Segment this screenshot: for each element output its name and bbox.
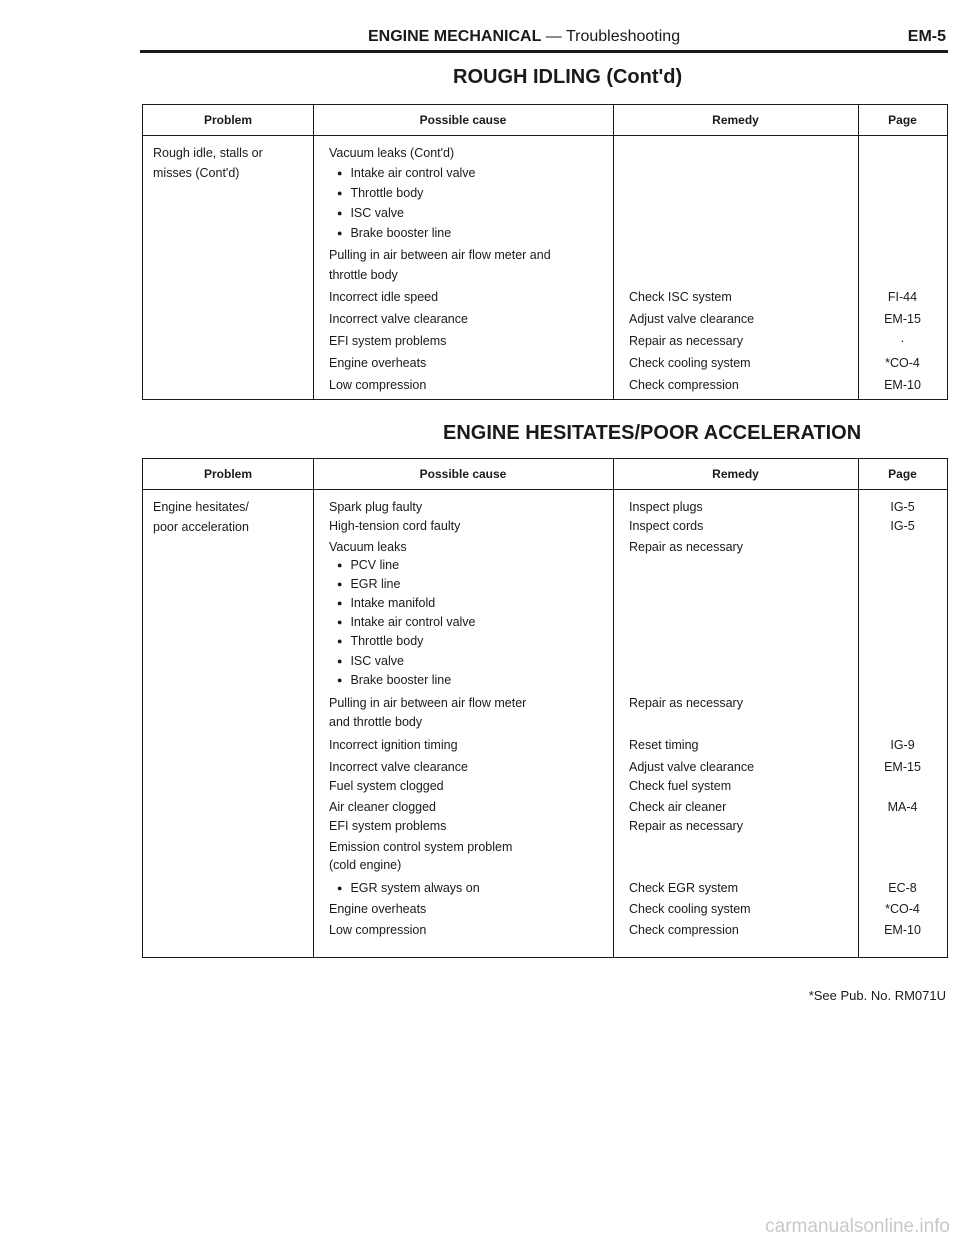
cause-bullet-item: ● ISC valve <box>337 203 404 224</box>
column-header: Possible cause <box>419 113 507 127</box>
remedy-text: Repair as necessary <box>629 819 743 834</box>
remedy-text: Inspect plugs <box>629 500 703 514</box>
cause-item: Air cleaner clogged <box>329 800 437 814</box>
cause-bullet-item: ● Intake air control valve <box>337 612 476 633</box>
table-hesitates <box>142 458 948 958</box>
column-divider <box>613 105 614 399</box>
header-rule <box>140 50 948 53</box>
remedy-text: Repair as necessary <box>629 696 743 710</box>
page-reference: EC-8 <box>888 880 917 895</box>
column-header: Page <box>888 467 917 481</box>
problem-text: misses (Cont'd) <box>153 166 240 180</box>
remedy-text: Adjust valve clearance <box>629 759 755 774</box>
cause-item: EFI system problems <box>329 334 447 348</box>
cause-bullet-item: ● ISC valve <box>337 651 404 672</box>
header-subsection: Troubleshooting <box>565 28 681 45</box>
cause-bullet-item: ● Throttle body <box>337 183 423 204</box>
cause-bullet-item: ● Throttle body <box>337 631 423 652</box>
cause-item: Pulling in air between air flow meter and <box>329 248 551 262</box>
column-divider <box>313 459 314 957</box>
column-header: Remedy <box>712 467 759 481</box>
cause-bullet-item: ● EGR line <box>337 574 400 595</box>
header-section: ENGINE MECHANICAL <box>368 28 542 45</box>
page-number: EM-5 <box>907 28 946 45</box>
page-reference: IG-5 <box>890 519 915 534</box>
cause-bullet-item: ● PCV line <box>337 555 399 576</box>
cause-bullet-item: ● Brake booster line <box>337 223 451 244</box>
cause-item: EFI system problems <box>329 819 447 834</box>
cause-item: Engine overheats <box>329 902 427 916</box>
remedy-text: Reset timing <box>629 738 699 753</box>
problem-cell <box>153 497 308 537</box>
column-header: Page <box>888 113 917 127</box>
problem-text: Rough idle, stalls or <box>153 146 263 160</box>
cause-item: Vacuum leaks (Cont'd) <box>329 146 455 160</box>
cause-item: Incorrect ignition timing <box>329 738 458 753</box>
cause-item: Pulling in air between air flow meter <box>329 696 527 710</box>
cause-item: Incorrect idle speed <box>329 290 439 304</box>
column-divider <box>313 105 314 399</box>
page-reference: · <box>900 334 905 348</box>
column-header: Problem <box>203 113 252 127</box>
page-reference: IG-9 <box>890 738 915 753</box>
column-header: Possible cause <box>419 467 507 481</box>
column-header: Problem <box>203 467 252 481</box>
cause-item: Fuel system clogged <box>329 778 444 793</box>
cause-item: Low compression <box>329 378 427 392</box>
page-reference: IG-5 <box>890 500 915 514</box>
cause-item: Spark plug faulty <box>329 500 423 514</box>
problem-text: poor acceleration <box>153 520 249 534</box>
header-title <box>368 28 680 46</box>
section-title-hesitates: ENGINE HESITATES/POOR ACCELERATION <box>443 422 862 444</box>
remedy-text: Check cooling system <box>629 356 751 370</box>
cause-item: Emission control system problem <box>329 840 513 855</box>
remedy-text: Check cooling system <box>629 902 751 916</box>
remedy-text: Check air cleaner <box>629 800 727 814</box>
page-reference: EM-10 <box>884 923 921 938</box>
section-title-rough-idling: ROUGH IDLING (Cont'd) <box>453 66 683 88</box>
remedy-text: Inspect cords <box>629 519 704 534</box>
watermark: carmanualsonline.info <box>765 1216 950 1237</box>
cause-item: Incorrect valve clearance <box>329 759 468 774</box>
footnote: *See Pub. No. RM071U <box>808 988 946 1003</box>
cause-bullet-item: ● EGR system always on <box>337 878 480 899</box>
page-reference: MA-4 <box>887 800 918 814</box>
page-reference: *CO-4 <box>885 356 920 370</box>
page-header <box>140 22 948 52</box>
remedy-text: Check compression <box>629 378 739 392</box>
header-dash: — <box>541 28 566 45</box>
column-header: Remedy <box>712 113 759 127</box>
cause-bullet-item: ● Brake booster line <box>337 670 451 691</box>
remedy-text: Repair as necessary <box>629 540 743 555</box>
cause-item: Incorrect valve clearance <box>329 312 468 326</box>
page-reference: EM-15 <box>884 312 921 326</box>
table-header-row <box>143 459 947 490</box>
cause-item: (cold engine) <box>329 857 402 872</box>
remedy-text: Check compression <box>629 923 739 938</box>
problem-cell <box>153 143 308 183</box>
cause-item: throttle body <box>329 268 398 282</box>
page-reference: *CO-4 <box>885 902 920 916</box>
page-reference: EM-10 <box>884 378 921 392</box>
table-header-row <box>143 105 947 136</box>
remedy-text: Repair as necessary <box>629 334 743 348</box>
problem-text: Engine hesitates/ <box>153 500 249 514</box>
page-reference: FI-44 <box>887 290 918 304</box>
remedy-text: Adjust valve clearance <box>629 312 755 326</box>
cause-bullet-item: ● Intake manifold <box>337 593 435 614</box>
cause-item: Engine overheats <box>329 356 427 370</box>
cause-bullet-item: ● Intake air control valve <box>337 163 476 184</box>
page-reference: EM-15 <box>884 759 921 774</box>
column-divider <box>613 459 614 957</box>
cause-item: High-tension cord faulty <box>329 519 461 534</box>
remedy-text: Check ISC system <box>629 290 732 304</box>
cause-item: and throttle body <box>329 715 423 730</box>
remedy-text: Check fuel system <box>629 778 732 793</box>
table-rough-idling <box>142 104 948 400</box>
cause-item: Low compression <box>329 923 427 938</box>
remedy-text: Check EGR system <box>629 880 739 895</box>
cause-item: Vacuum leaks <box>329 540 407 555</box>
